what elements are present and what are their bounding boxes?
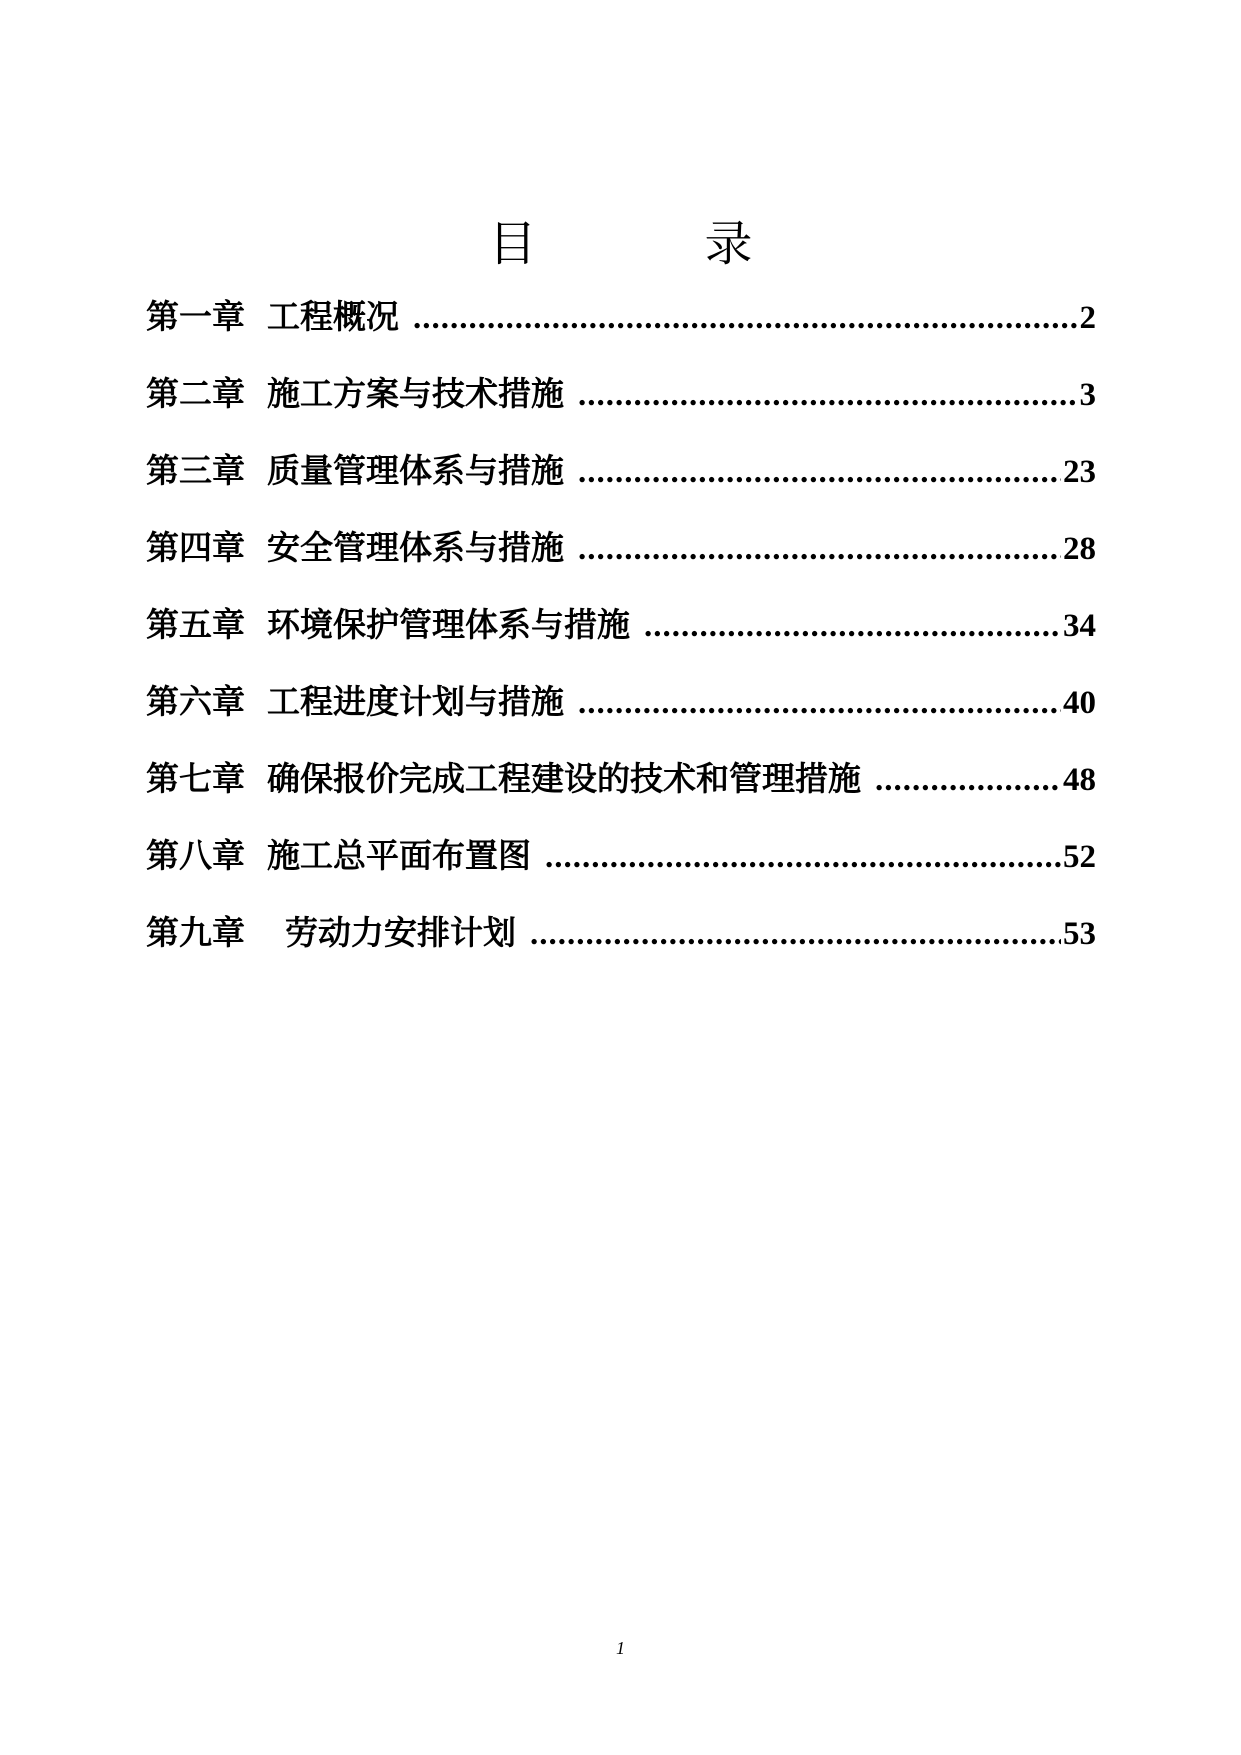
toc-page-number: 28 (1063, 531, 1096, 567)
toc-chapter-label: 第八章 (146, 836, 245, 875)
toc-chapter-title: 质量管理体系与措施 (267, 451, 564, 490)
toc-chapter-label: 第四章 (146, 528, 245, 567)
toc-dot-leader (530, 909, 1061, 959)
toc-chapter-label: 第九章 (146, 913, 245, 952)
toc-page-number: 52 (1063, 839, 1096, 875)
toc-chapter-label: 第六章 (146, 682, 245, 721)
toc-dot-leader (644, 601, 1061, 651)
toc-chapter-title: 安全管理体系与措施 (267, 528, 564, 567)
toc-chapter-title: 施工总平面布置图 (267, 836, 531, 875)
toc-dot-leader (578, 447, 1061, 497)
toc-page-number: 53 (1063, 916, 1096, 952)
toc-dot-leader (578, 678, 1061, 728)
toc-entry-4[interactable] (146, 523, 1096, 600)
page-title: 目 录 (488, 216, 813, 272)
toc-chapter-title: 劳动力安排计划 (285, 913, 516, 952)
toc-dot-leader (578, 524, 1061, 574)
toc-chapter-title: 确保报价完成工程建设的技术和管理措施 (267, 759, 861, 798)
toc-entry-2[interactable] (146, 369, 1096, 446)
toc-page-number: 34 (1063, 608, 1096, 644)
toc-chapter-label: 第二章 (146, 374, 245, 413)
toc-chapter-title: 工程概况 (267, 297, 399, 336)
toc-page-number: 2 (1079, 300, 1096, 336)
toc-entry-7[interactable] (146, 754, 1096, 831)
toc-dot-leader (545, 832, 1061, 882)
toc-chapter-title: 施工方案与技术措施 (267, 374, 564, 413)
table-of-contents (146, 292, 1096, 985)
toc-entry-5[interactable] (146, 600, 1096, 677)
toc-chapter-label: 第五章 (146, 605, 245, 644)
toc-entry-1[interactable] (146, 292, 1096, 369)
toc-chapter-title: 环境保护管理体系与措施 (267, 605, 630, 644)
toc-entry-9[interactable] (146, 908, 1096, 985)
toc-entry-6[interactable] (146, 677, 1096, 754)
toc-dot-leader (875, 755, 1061, 805)
toc-page-number: 3 (1079, 377, 1096, 413)
toc-entry-8[interactable] (146, 831, 1096, 908)
toc-dot-leader (578, 370, 1078, 420)
toc-page-number: 48 (1063, 762, 1096, 798)
toc-entry-3[interactable] (146, 446, 1096, 523)
toc-chapter-title: 工程进度计划与措施 (267, 682, 564, 721)
toc-page-number: 40 (1063, 685, 1096, 721)
toc-chapter-label: 第三章 (146, 451, 245, 490)
page-number: 1 (616, 1638, 625, 1658)
toc-chapter-label: 第七章 (146, 759, 245, 798)
toc-chapter-label: 第一章 (146, 297, 245, 336)
toc-dot-leader (413, 293, 1078, 343)
toc-page-number: 23 (1063, 454, 1096, 490)
